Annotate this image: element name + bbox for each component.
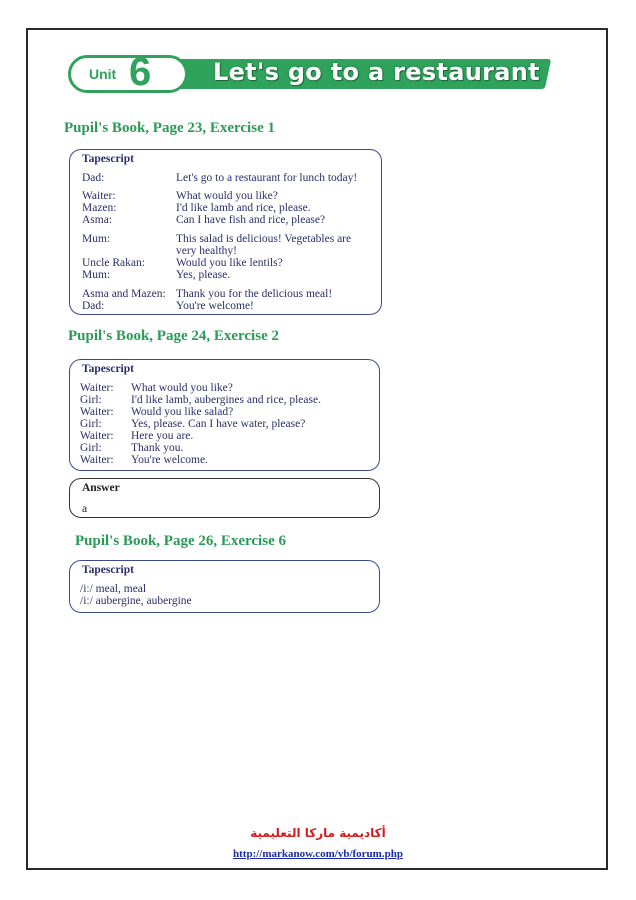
- dialogue-line: very healthy!: [176, 245, 237, 257]
- dialogue-line: Let's go to a restaurant for lunch today!: [176, 172, 358, 184]
- dialogue-line: I'd like lamb and rice, please.: [176, 202, 311, 214]
- speaker: Girl:: [80, 442, 102, 454]
- section-heading-ex1: Pupil's Book, Page 23, Exercise 1: [64, 120, 275, 136]
- dialogue-line: Yes, please. Can I have water, please?: [131, 418, 306, 430]
- box-title: Tapescript: [82, 564, 134, 576]
- tapescript-box-ex2: [69, 359, 380, 471]
- speaker: Mum:: [82, 269, 111, 281]
- phonics-line: /iː/ aubergine, aubergine: [80, 595, 192, 607]
- dialogue-line: You're welcome!: [176, 300, 254, 312]
- tapescript-box-ex6: [69, 560, 380, 613]
- speaker: Girl:: [80, 418, 102, 430]
- unit-badge: [68, 50, 188, 94]
- speaker: Dad:: [82, 300, 105, 312]
- dialogue-line: Thank you for the delicious meal!: [176, 288, 333, 300]
- speaker: Waiter:: [80, 430, 114, 442]
- speaker: Dad:: [82, 172, 105, 184]
- unit-number: 6: [129, 50, 152, 94]
- speaker: Mazen:: [82, 202, 117, 214]
- speaker: Girl:: [80, 394, 102, 406]
- answer-value: a: [82, 503, 88, 515]
- speaker: Waiter:: [80, 382, 114, 394]
- speaker: Asma and Mazen:: [82, 288, 166, 300]
- dialogue-line: Here you are.: [131, 430, 194, 442]
- unit-banner: [68, 50, 560, 94]
- answer-title: Answer: [82, 482, 120, 494]
- dialogue-line: Can I have fish and rice, please?: [176, 214, 326, 226]
- speaker: Uncle Rakan:: [82, 257, 145, 269]
- speaker: Waiter:: [80, 454, 114, 466]
- dialogue-line: Would you like salad?: [131, 406, 234, 418]
- section-heading-ex6: Pupil's Book, Page 26, Exercise 6: [75, 533, 286, 549]
- dialogue-line: What would you like?: [176, 190, 278, 202]
- dialogue-line: I'd like lamb, aubergines and rice, please.: [131, 394, 321, 406]
- footer-link[interactable]: http://markanow.com/vb/forum.php: [233, 848, 403, 860]
- footer-academy-name: أكاديمية ماركا التعليمية: [250, 826, 386, 840]
- dialogue-line: You're welcome.: [131, 454, 208, 466]
- dialogue-line: Yes, please.: [176, 269, 231, 281]
- unit-label: Unit: [89, 66, 117, 82]
- section-heading-ex2: Pupil's Book, Page 24, Exercise 2: [68, 328, 279, 344]
- speaker: Mum:: [82, 233, 111, 245]
- speaker: Asma:: [82, 214, 113, 226]
- dialogue-line: What would you like?: [131, 382, 233, 394]
- dialogue-line: This salad is delicious! Vegetables are: [176, 233, 352, 245]
- box-title: Tapescript: [82, 363, 134, 375]
- tapescript-box-ex1: [69, 149, 382, 315]
- answer-box-ex2: [69, 478, 380, 518]
- phonics-line: /iː/ meal, meal: [80, 583, 147, 595]
- dialogue-line: Thank you.: [131, 442, 184, 454]
- speaker: Waiter:: [82, 190, 116, 202]
- box-title: Tapescript: [82, 153, 134, 165]
- speaker: Waiter:: [80, 406, 114, 418]
- unit-title: Let's go to a restaurant: [213, 58, 540, 86]
- dialogue-line: Would you like lentils?: [176, 257, 283, 269]
